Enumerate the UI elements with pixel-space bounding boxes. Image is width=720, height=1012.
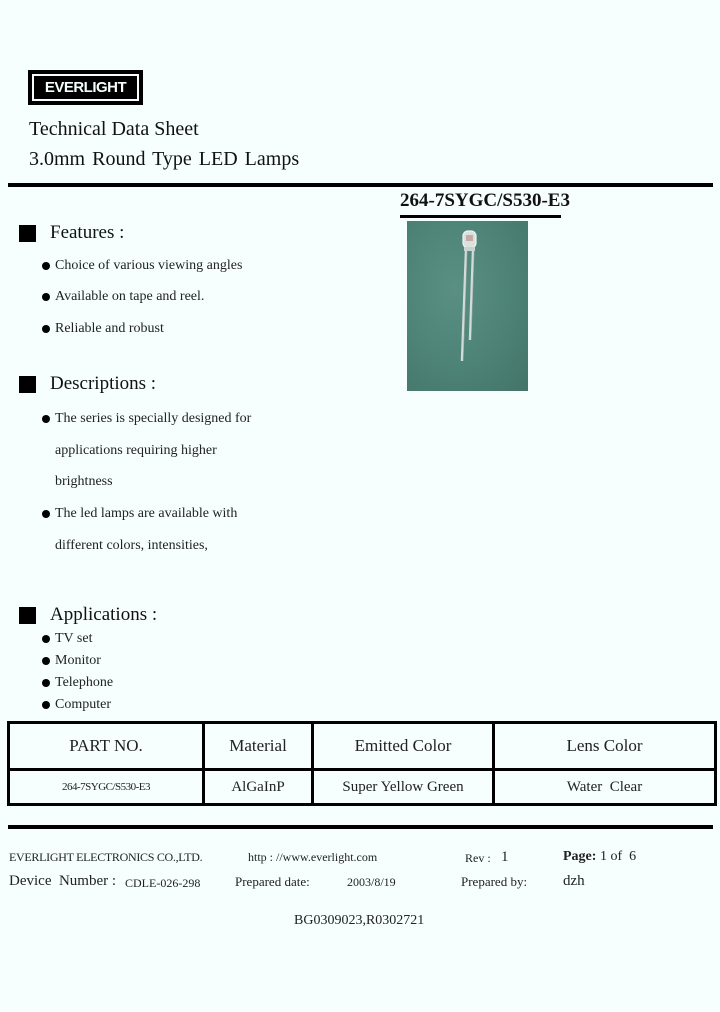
bullet-icon — [42, 635, 50, 643]
table-cell-material: AlGaInP — [204, 770, 313, 805]
footer-divider — [8, 825, 713, 829]
document-subtitle: 3.0mm Round Type LED Lamps — [29, 148, 300, 170]
bullet-icon — [42, 679, 50, 687]
website-link[interactable]: http : //www.everlight.com — [248, 850, 378, 864]
page-label: Page: — [563, 849, 597, 864]
table-cell-lens-color: Water Clear — [494, 770, 716, 805]
application-item — [42, 653, 101, 669]
description-text-continued: applications requiring higher — [55, 443, 217, 458]
feature-text: Choice of various viewing angles — [55, 258, 243, 273]
column-header: PART NO. — [9, 723, 204, 770]
bullet-icon — [42, 657, 50, 665]
header-divider — [8, 183, 713, 187]
description-text: The led lamps are available with — [55, 506, 238, 521]
part-number-underline — [400, 215, 561, 218]
company-name: EVERLIGHT ELECTRONICS CO.,LTD. — [9, 850, 203, 864]
rev-label: Rev : — [465, 851, 491, 865]
everlight-logo — [28, 70, 143, 105]
rev-value: 1 — [501, 849, 509, 865]
table-cell-part-no: 264-7SYGC/S530-E3 — [9, 770, 204, 805]
feature-text: Reliable and robust — [55, 321, 164, 336]
application-text: TV set — [55, 631, 93, 646]
bullet-icon — [42, 415, 50, 423]
feature-text: Available on tape and reel. — [55, 289, 205, 304]
descriptions-heading-text: Descriptions : — [50, 373, 157, 394]
feature-item — [42, 321, 164, 337]
application-text: Monitor — [55, 653, 101, 668]
logo-text: EVERLIGHT — [32, 74, 139, 101]
descriptions-heading — [19, 373, 156, 395]
description-item — [42, 411, 251, 427]
device-number-label: Device Number : — [9, 873, 117, 889]
prepared-date-label: Prepared date: — [235, 874, 310, 889]
feature-item — [42, 289, 204, 305]
features-heading-text: Features : — [50, 222, 125, 243]
bullet-icon — [42, 510, 50, 518]
prepared-by-label: Prepared by: — [461, 874, 528, 889]
description-item — [42, 506, 237, 522]
bullet-icon — [42, 262, 50, 270]
column-header: Material — [204, 723, 313, 770]
application-item — [42, 697, 111, 713]
application-item — [42, 631, 92, 647]
bullet-icon — [42, 325, 50, 333]
part-number-heading: 264-7SYGC/S530-E3 — [400, 190, 570, 211]
table-row — [9, 770, 716, 805]
column-header: Lens Color — [494, 723, 716, 770]
column-header: Emitted Color — [313, 723, 494, 770]
bullet-icon — [42, 293, 50, 301]
spec-table — [7, 721, 717, 806]
page-value: 1 of 6 — [600, 849, 637, 864]
application-text: Telephone — [55, 675, 114, 690]
applications-heading — [19, 604, 157, 626]
description-text: The series is specially designed for — [55, 411, 252, 426]
section-square-icon — [19, 376, 36, 393]
features-heading — [19, 222, 124, 244]
applications-heading-text: Applications : — [50, 604, 158, 625]
description-text-continued: brightness — [55, 474, 113, 489]
led-lamp-icon — [407, 221, 528, 391]
section-square-icon — [19, 607, 36, 624]
bullet-icon — [42, 701, 50, 709]
prepared-by-value: dzh — [563, 873, 585, 889]
application-item — [42, 675, 113, 691]
document-title: Technical Data Sheet — [29, 118, 199, 140]
feature-item — [42, 258, 242, 274]
table-cell-emitted-color: Super Yellow Green — [313, 770, 494, 805]
section-square-icon — [19, 225, 36, 242]
product-photo — [407, 221, 528, 391]
prepared-date-value: 2003/8/19 — [347, 875, 396, 889]
document-code: BG0309023,R0302721 — [294, 913, 425, 928]
description-text-continued: different colors, intensities, — [55, 538, 208, 553]
device-number-value: CDLE-026-298 — [125, 876, 201, 890]
application-text: Computer — [55, 697, 111, 712]
table-header-row — [9, 723, 716, 770]
